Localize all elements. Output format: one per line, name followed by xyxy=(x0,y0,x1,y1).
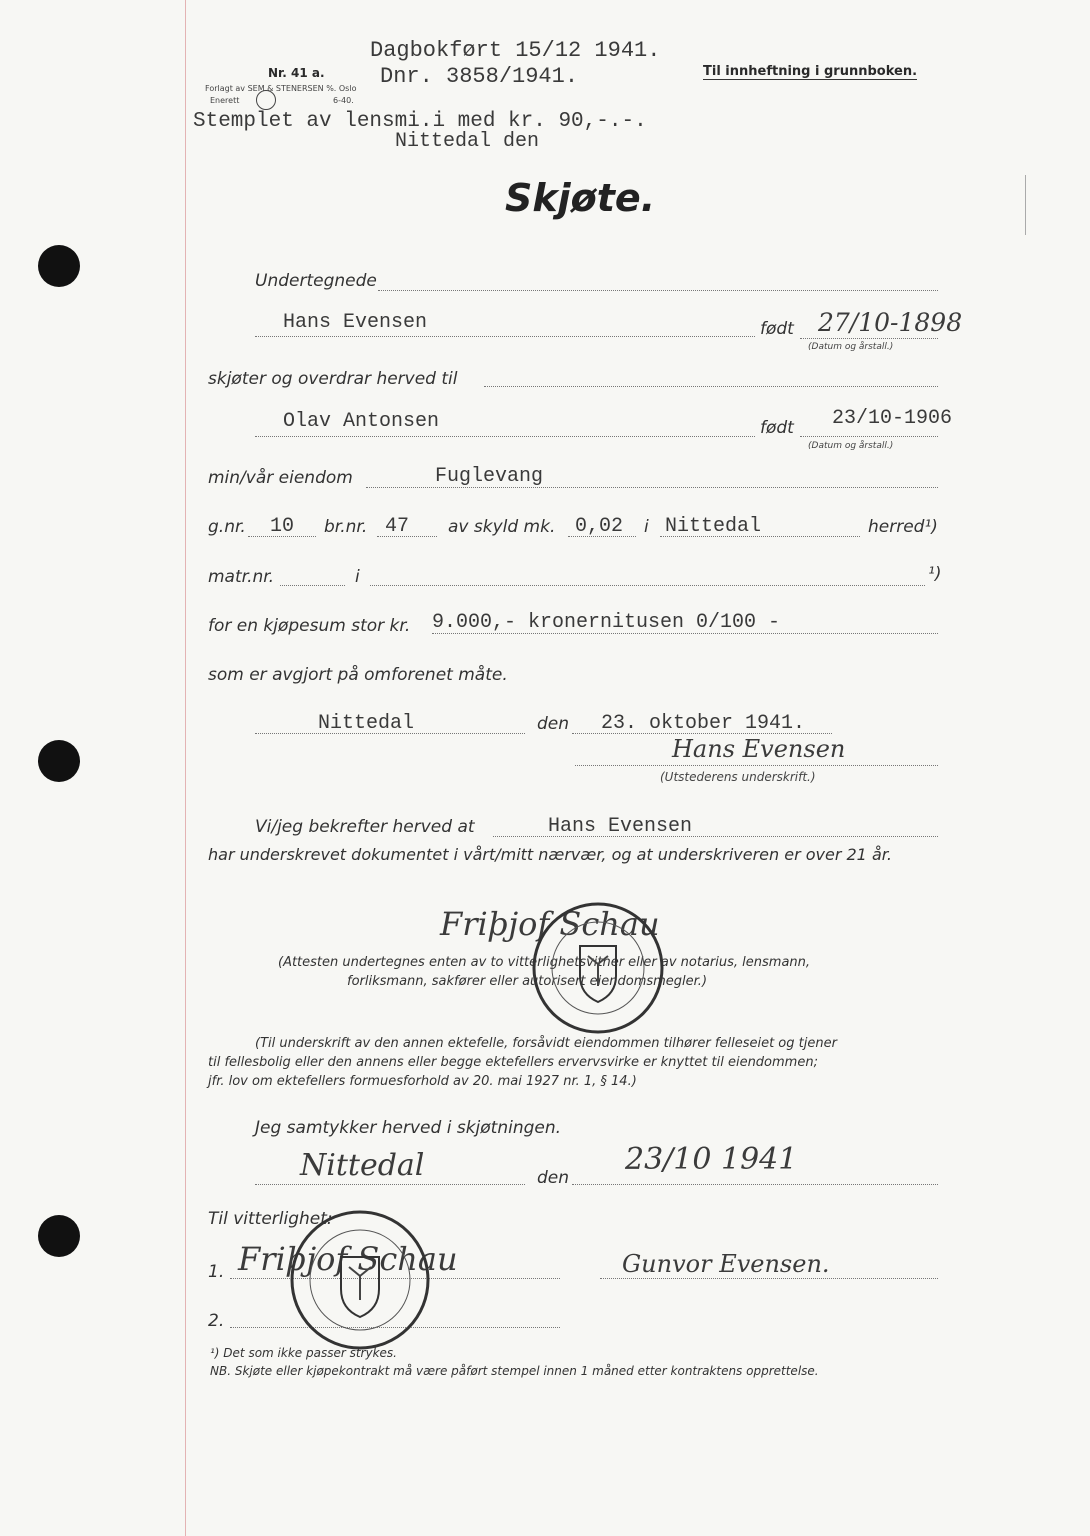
stamp-fee: Stemplet av lensmi.i med kr. 90,-.-. xyxy=(193,110,647,133)
publisher-enerett: Enerett xyxy=(210,96,240,105)
seller-signature: Hans Evensen xyxy=(672,735,846,763)
undersigned-label: Undertegnede xyxy=(255,271,377,291)
witness-number-1: 1. xyxy=(208,1262,225,1282)
official-seal-2-icon xyxy=(285,1205,435,1355)
i-label: i xyxy=(644,517,649,537)
punch-hole-middle xyxy=(38,740,80,782)
document-title: Skjøte. xyxy=(505,176,656,220)
filing-note: Til innheftning i grunnboken. xyxy=(703,64,918,79)
attest-signature: Friþjof Schau xyxy=(440,905,660,943)
witness-number-2: 2. xyxy=(208,1311,225,1331)
buyer-born-label: født xyxy=(760,418,794,438)
stamp-dagbokfort: Dagbokført 15/12 1941. xyxy=(370,38,661,63)
stamp-dnr: Dnr. 3858/1941. xyxy=(380,64,579,89)
seller-born-label: født xyxy=(760,319,794,339)
skyld-label: av skyld mk. xyxy=(448,517,556,537)
seller-name: Hans Evensen xyxy=(283,311,428,334)
seller-date-caption: (Datum og årstall.) xyxy=(808,342,894,352)
skyld-value: 0,02 xyxy=(575,515,624,538)
attest-line2: har underskrevet dokumentet i vårt/mitt nærvær, og at underskriveren er over 21 år. xyxy=(208,845,892,864)
signing-date: 23. oktober 1941. xyxy=(601,712,806,735)
witness-1b-signature: Gunvor Evensen. xyxy=(622,1250,830,1278)
attest-name-line xyxy=(493,836,938,837)
buyer-date-caption: (Datum og årstall.) xyxy=(808,441,894,451)
consent-place: Nittedal xyxy=(300,1148,425,1183)
estate-line xyxy=(366,487,938,488)
publisher-line: Forlagt av SEM & STENERSEN %. Oslo xyxy=(205,84,357,93)
witness-label: Til vitterlighet: xyxy=(208,1209,333,1229)
herred-line xyxy=(660,536,860,537)
buyer-born-line xyxy=(800,436,938,437)
seller-born-date: 27/10-1898 xyxy=(818,308,963,337)
matr-line xyxy=(280,585,345,586)
signing-date-line xyxy=(572,733,832,734)
signature-caption: (Utstederens underskrift.) xyxy=(660,770,816,784)
transfer-label: skjøter og overdrar herved til xyxy=(208,369,458,389)
matr-i-line xyxy=(370,585,925,586)
seller-line xyxy=(255,336,755,337)
estate-name: Fuglevang xyxy=(435,465,544,488)
margin-line xyxy=(185,0,186,1536)
seller-signature-line xyxy=(575,765,938,766)
attest-note-1: (Attesten undertegnes enten av to vitterlighetsvitner eller av notarius, lensmann, xyxy=(278,955,811,970)
price-amount: 9.000,- kronernitusen 0/100 - xyxy=(432,611,781,634)
gnr-label: g.nr. xyxy=(208,517,246,537)
signing-place: Nittedal xyxy=(318,712,415,735)
attest-prefix: Vi/jeg bekrefter herved at xyxy=(255,817,475,837)
matr-label: matr.nr. xyxy=(208,567,275,587)
estate-label: min/vår eiendom xyxy=(208,468,353,488)
brnr-label: br.nr. xyxy=(324,517,368,537)
price-label: for en kjøpesum stor kr. xyxy=(208,616,411,636)
footnote-2: NB. Skjøte eller kjøpekontrakt må være påført stempel innen 1 måned etter kontraktens opprettelse. xyxy=(210,1364,819,1378)
attest-note-2: forliksmann, sakfører eller autorisert eiendomsmegler.) xyxy=(347,974,708,989)
consent-place-line xyxy=(255,1184,525,1185)
signing-den: den xyxy=(537,714,570,734)
punch-hole-top xyxy=(38,245,80,287)
brnr-line xyxy=(377,536,437,537)
buyer-born-date: 23/10-1906 xyxy=(832,407,953,430)
herred-value: Nittedal xyxy=(665,515,762,538)
witness-1b-line xyxy=(600,1278,938,1279)
consent-text: Jeg samtykker herved i skjøtningen. xyxy=(255,1118,562,1138)
seller-born-line xyxy=(800,338,938,339)
transfer-line xyxy=(484,386,938,387)
matr-end: ¹) xyxy=(928,564,942,584)
edge-mark xyxy=(1025,175,1026,235)
consent-date: 23/10 1941 xyxy=(625,1142,798,1177)
gnr-line xyxy=(248,536,316,537)
signing-place-line xyxy=(255,733,525,734)
stamp-place: Nittedal den xyxy=(395,130,540,153)
consent-date-line xyxy=(572,1184,938,1185)
publisher-seal-icon xyxy=(256,90,276,110)
publisher-year: 6-40. xyxy=(333,96,354,105)
witness-1-signature: Friþjof Schau xyxy=(238,1240,458,1278)
undersigned-line xyxy=(378,290,938,291)
buyer-name: Olav Antonsen xyxy=(283,410,440,433)
buyer-line xyxy=(255,436,755,437)
form-number: Nr. 41 a. xyxy=(268,66,325,80)
brnr-value: 47 xyxy=(385,515,410,538)
official-seal-icon xyxy=(528,898,668,1038)
skyld-line xyxy=(568,536,636,537)
spouse-note-2: til fellesbolig eller den annens eller begge ektefellers ervervsvirke er knyttet til eiendommen; xyxy=(208,1055,818,1070)
consent-den: den xyxy=(537,1168,570,1188)
settled-text: som er avgjort på omforenet måte. xyxy=(208,665,508,685)
attest-name: Hans Evensen xyxy=(548,815,693,838)
footnote-1: ¹) Det som ikke passer strykes. xyxy=(210,1346,397,1360)
gnr-value: 10 xyxy=(270,515,295,538)
spouse-note-3: jfr. lov om ektefellers formuesforhold av 20. mai 1927 nr. 1, § 14.) xyxy=(208,1074,637,1089)
spouse-note-1: (Til underskrift av den annen ektefelle, forsåvidt eiendommen tilhører felleseiet og tjener xyxy=(255,1036,837,1051)
matr-i-label: i xyxy=(355,567,360,587)
punch-hole-bottom xyxy=(38,1215,80,1257)
price-line xyxy=(432,633,938,634)
herred-label: herred¹) xyxy=(868,517,938,537)
